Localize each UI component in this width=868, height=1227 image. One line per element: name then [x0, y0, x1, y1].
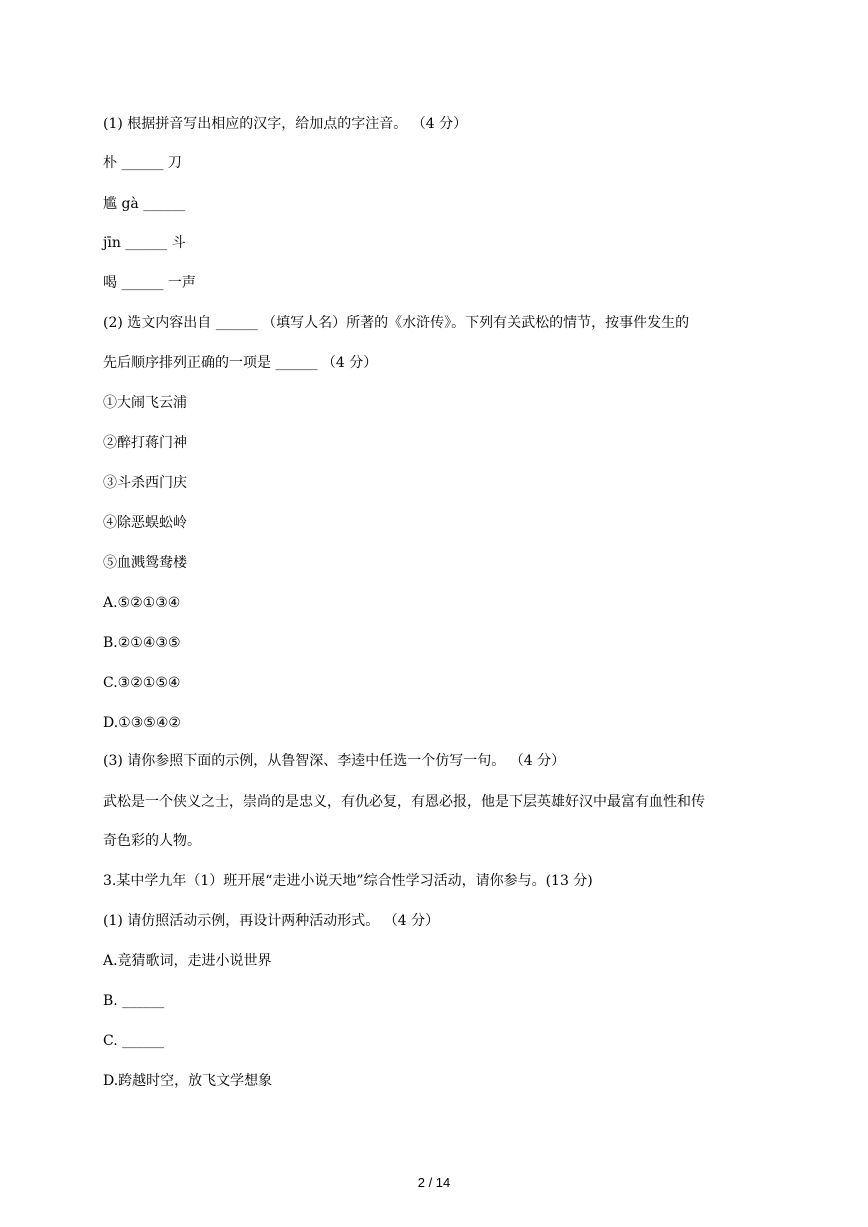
pinyin-item-2: 尴 gà ______: [103, 196, 186, 212]
plot-item-2: ②醉打蒋门神: [103, 435, 187, 451]
activity-b: B. ______: [103, 993, 165, 1009]
question-3-prompt: (3) 请你参照下面的示例，从鲁智深、李逵中任选一个仿写一句。 （4 分）: [103, 753, 566, 769]
option-c: C.③②①⑤④: [103, 675, 181, 691]
plot-item-1: ①大闹飞云浦: [103, 395, 187, 411]
example-line-1: 武松是一个侠义之士，崇尚的是忠义，有仇必复，有恩必报，他是下层英雄好汉中最富有血性和传: [103, 794, 705, 810]
option-d: D.①③⑤④②: [103, 715, 181, 731]
question-1-prompt: (1) 根据拼音写出相应的汉字，给加点的字注音。 （4 分）: [103, 116, 468, 132]
plot-item-4: ④除恶蜈蚣岭: [103, 515, 187, 531]
page-number: 2 / 14: [417, 1175, 451, 1190]
plot-item-5: ⑤血溅鸳鸯楼: [103, 555, 187, 571]
question-2-prompt-line-2: 先后顺序排列正确的一项是 ______ （4 分）: [103, 355, 378, 371]
activity-d: D.跨越时空，放飞文学想象: [103, 1073, 273, 1089]
pinyin-item-4: 喝 ______ 一声: [103, 275, 196, 291]
section-3-heading: 3.某中学九年（1）班开展“走进小说天地”综合性学习活动，请你参与。(13 分): [103, 873, 593, 889]
pinyin-item-1: 朴 ______ 刀: [103, 155, 182, 171]
pinyin-item-3: jīn ______ 斗: [103, 235, 186, 251]
activity-c: C. ______: [103, 1033, 165, 1049]
question-2-prompt-line-1: (2) 选文内容出自 ______ （填写人名）所著的《水浒传》。下列有关武松的情节，按事件发生的: [103, 315, 690, 331]
option-b: B.②①④③⑤: [103, 635, 181, 651]
option-a: A.⑤②①③④: [103, 595, 181, 611]
example-line-2: 奇色彩的人物。: [103, 833, 201, 849]
activity-a: A.竞猜歌词，走进小说世界: [103, 953, 272, 969]
section-3-question-1: (1) 请仿照活动示例，再设计两种活动形式。 （4 分）: [103, 913, 440, 929]
plot-item-3: ③斗杀西门庆: [103, 475, 187, 491]
